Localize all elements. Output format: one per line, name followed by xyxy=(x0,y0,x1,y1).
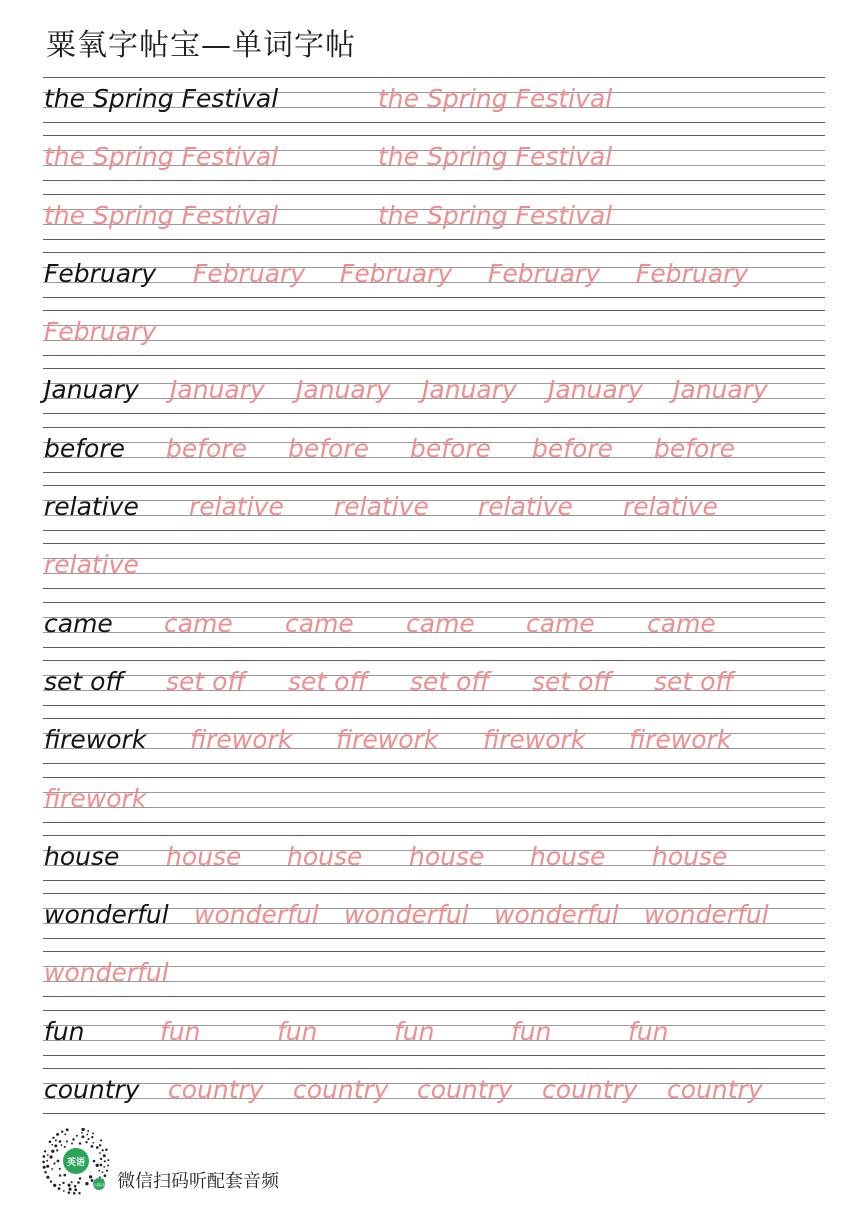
practice-row xyxy=(43,1010,825,1068)
trace-word: country xyxy=(417,1075,513,1105)
trace-word: the Spring Festival xyxy=(378,200,613,230)
trace-word: firework xyxy=(483,725,586,755)
model-word: wonderful xyxy=(44,900,169,930)
trace-word: relative xyxy=(44,550,139,580)
model-word: set off xyxy=(44,666,124,696)
trace-word: set off xyxy=(288,666,368,696)
trace-word: January xyxy=(548,375,643,405)
ruled-line xyxy=(43,543,825,544)
ruled-line xyxy=(43,1010,825,1011)
model-word: house xyxy=(44,841,120,871)
trace-word: before xyxy=(654,433,736,463)
ruled-line xyxy=(43,602,825,603)
ruled-line xyxy=(43,763,825,764)
trace-word: January xyxy=(673,375,768,405)
trace-word: wonderful xyxy=(344,900,469,930)
practice-row xyxy=(43,252,825,310)
qr-code-icon[interactable] xyxy=(41,1128,111,1198)
trace-word: country xyxy=(667,1075,763,1105)
trace-word: set off xyxy=(654,666,734,696)
trace-word: came xyxy=(406,608,475,638)
trace-word: February xyxy=(636,258,749,288)
trace-word: country xyxy=(293,1075,389,1105)
trace-word: firework xyxy=(44,783,147,813)
ruled-line xyxy=(43,951,825,952)
practice-row xyxy=(43,368,825,426)
practice-row xyxy=(43,427,825,485)
model-word: February xyxy=(44,258,157,288)
trace-word: fun xyxy=(160,1016,201,1046)
practice-row xyxy=(43,543,825,601)
trace-word: the Spring Festival xyxy=(378,142,613,172)
trace-word: January xyxy=(296,375,391,405)
model-word: fun xyxy=(44,1016,85,1046)
trace-word: wonderful xyxy=(494,900,619,930)
trace-word: relative xyxy=(334,492,429,522)
practice-row xyxy=(43,602,825,660)
ruled-line xyxy=(43,355,825,356)
trace-word: firework xyxy=(190,725,293,755)
practice-sheet xyxy=(43,77,825,1126)
trace-word: firework xyxy=(629,725,732,755)
practice-row xyxy=(43,777,825,835)
trace-word: set off xyxy=(166,666,246,696)
ruled-line xyxy=(43,135,825,136)
ruled-line xyxy=(43,880,825,881)
practice-row xyxy=(43,718,825,776)
ruled-line xyxy=(43,252,825,253)
trace-word: wonderful xyxy=(644,900,769,930)
trace-word: wonderful xyxy=(44,958,169,988)
ruled-line xyxy=(43,427,825,428)
ruled-line xyxy=(43,938,825,939)
ruled-line xyxy=(43,807,825,808)
trace-word: before xyxy=(410,433,492,463)
ruled-line xyxy=(43,180,825,181)
trace-word: came xyxy=(647,608,716,638)
trace-word: firework xyxy=(336,725,439,755)
trace-word: house xyxy=(409,841,485,871)
ruled-line xyxy=(43,122,825,123)
ruled-line xyxy=(43,792,825,793)
trace-word: February xyxy=(340,258,453,288)
ruled-line xyxy=(43,325,825,326)
ruled-line xyxy=(43,822,825,823)
trace-word: country xyxy=(542,1075,638,1105)
practice-row xyxy=(43,660,825,718)
model-word: before xyxy=(44,433,126,463)
ruled-line xyxy=(43,1113,825,1114)
trace-word: came xyxy=(164,608,233,638)
trace-word: fun xyxy=(628,1016,669,1046)
trace-word: fun xyxy=(394,1016,435,1046)
ruled-line xyxy=(43,588,825,589)
practice-row xyxy=(43,310,825,368)
trace-word: relative xyxy=(189,492,284,522)
ruled-line xyxy=(43,194,825,195)
trace-word: came xyxy=(526,608,595,638)
trace-word: February xyxy=(193,258,306,288)
practice-row xyxy=(43,951,825,1009)
mini-program-label: 小程序 xyxy=(93,1182,105,1188)
trace-word: came xyxy=(285,608,354,638)
qr-badge-label: 英语 xyxy=(66,1158,86,1168)
trace-word: before xyxy=(288,433,370,463)
trace-word: house xyxy=(287,841,363,871)
trace-word: before xyxy=(532,433,614,463)
ruled-line xyxy=(43,647,825,648)
trace-word: country xyxy=(168,1075,264,1105)
ruled-line xyxy=(43,893,825,894)
ruled-line xyxy=(43,835,825,836)
trace-word: relative xyxy=(478,492,573,522)
ruled-line xyxy=(43,777,825,778)
trace-word: set off xyxy=(532,666,612,696)
ruled-line xyxy=(43,340,825,341)
trace-word: the Spring Festival xyxy=(44,200,279,230)
model-word: the Spring Festival xyxy=(44,84,279,113)
ruled-line xyxy=(43,558,825,559)
trace-word: the Spring Festival xyxy=(378,84,613,113)
model-word: relative xyxy=(44,492,139,522)
ruled-line xyxy=(43,573,825,574)
practice-row xyxy=(43,1068,825,1126)
practice-row xyxy=(43,194,825,252)
trace-word: house xyxy=(166,841,242,871)
ruled-line xyxy=(43,297,825,298)
ruled-line xyxy=(43,77,825,78)
practice-row xyxy=(43,77,825,135)
trace-word: February xyxy=(488,258,601,288)
trace-word: January xyxy=(422,375,517,405)
ruled-line xyxy=(43,368,825,369)
trace-word: house xyxy=(652,841,728,871)
trace-word: January xyxy=(170,375,265,405)
trace-word: fun xyxy=(277,1016,318,1046)
footer xyxy=(41,1128,341,1198)
ruled-line xyxy=(43,1055,825,1056)
practice-row xyxy=(43,485,825,543)
trace-word: wonderful xyxy=(194,900,319,930)
trace-word: fun xyxy=(511,1016,552,1046)
ruled-line xyxy=(43,996,825,997)
trace-word: before xyxy=(166,433,248,463)
model-word: country xyxy=(44,1075,140,1105)
trace-word: the Spring Festival xyxy=(44,142,279,172)
ruled-line xyxy=(43,530,825,531)
ruled-line xyxy=(43,413,825,414)
footer-caption: 微信扫码听配套音频 xyxy=(117,1171,279,1192)
model-word: came xyxy=(44,608,113,638)
model-word: firework xyxy=(44,725,147,755)
ruled-line xyxy=(43,1068,825,1069)
trace-word: house xyxy=(530,841,606,871)
trace-word: relative xyxy=(623,492,718,522)
practice-row xyxy=(43,135,825,193)
model-word: January xyxy=(44,375,139,405)
ruled-line xyxy=(43,705,825,706)
ruled-line xyxy=(43,660,825,661)
ruled-line xyxy=(43,239,825,240)
practice-row xyxy=(43,835,825,893)
ruled-line xyxy=(43,718,825,719)
page-title: 粟氧字帖宝—单词字帖 xyxy=(46,28,356,63)
trace-word: set off xyxy=(410,666,490,696)
practice-row xyxy=(43,893,825,951)
ruled-line xyxy=(43,485,825,486)
trace-word: February xyxy=(44,317,157,347)
ruled-line xyxy=(43,310,825,311)
ruled-line xyxy=(43,472,825,473)
